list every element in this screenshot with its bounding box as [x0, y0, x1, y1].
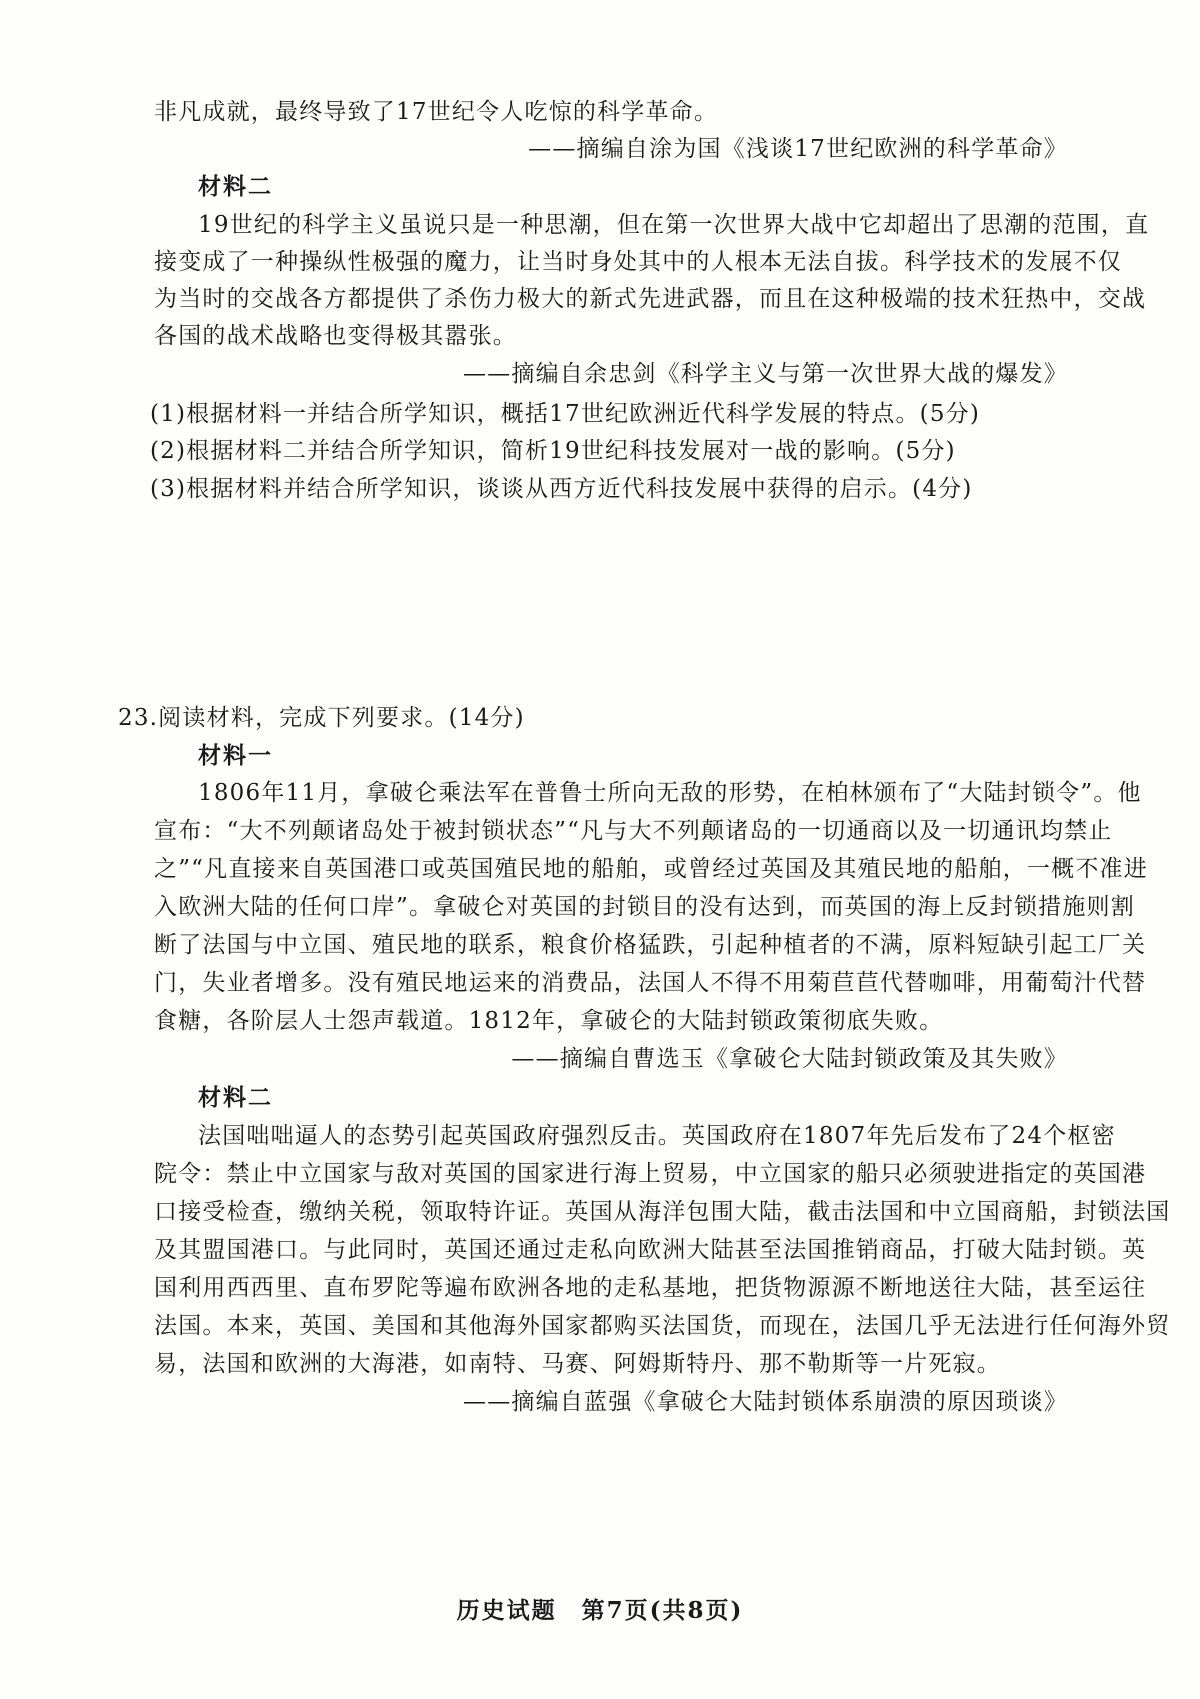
q23-material2-line: 国利用西西里、直布罗陀等遍布欧洲各地的走私基地，把货物源源不断地送往大陆，甚至运往	[154, 1275, 1147, 1301]
q22-subquestion-1: (1)根据材料一并结合所学知识，概括17世纪欧洲近代科学发展的特点。(5分)	[150, 401, 981, 427]
q22-material2-line: 为当时的交战各方都提供了杀伤力极大的新式先进武器，而且在这种极端的技术狂热中，交战	[154, 286, 1147, 312]
q23-material1-line: 断了法国与中立国、殖民地的联系，粮食价格猛跌，引起种植者的不满，原料短缺引起工厂关	[154, 932, 1147, 958]
q23-title: 23.阅读材料，完成下列要求。(14分)	[118, 705, 525, 731]
q23-material1-line: 1806年11月，拿破仑乘法军在普鲁士所向无敌的形势，在柏林颁布了“大陆封锁令”。他	[198, 780, 1142, 806]
q23-material1-line: 食糖，各阶层人士怨声载道。1812年，拿破仑的大陆封锁政策彻底失败。	[154, 1008, 944, 1034]
q23-material2-line: 口接受检查，缴纳关税，领取特许证。英国从海洋包围大陆，截击法国和中立国商船，封锁法国	[154, 1199, 1171, 1225]
q22-material2-source: ——摘编自余忠剑《科学主义与第一次世界大战的爆发》	[463, 361, 1068, 387]
q23-material2-source: ——摘编自蓝强《拿破仑大陆封锁体系崩溃的原因琐谈》	[463, 1389, 1068, 1415]
q23-material2-heading: 材料二	[198, 1084, 273, 1111]
q23-material1-line: 宣布：“大不列颠诸岛处于被封锁状态”“凡与大不列颠诸岛的一切通商以及一切通讯均禁止	[154, 818, 1113, 844]
q23-material2-line: 法国。本来，英国、美国和其他海外国家都购买法国货，而现在，法国几乎无法进行任何海外贸	[154, 1313, 1171, 1339]
page-footer: 历史试题 第7页(共8页)	[456, 1597, 744, 1624]
q23-material2-line: 及其盟国港口。与此同时，英国还通过走私向欧洲大陆甚至法国推销商品，打破大陆封锁。英	[154, 1237, 1147, 1263]
q23-material1-line: 入欧洲大陆的任何口岸”。拿破仑对英国的封锁目的没有达到，而英国的海上反封锁措施则割	[154, 894, 1135, 920]
q23-material1-heading: 材料一	[198, 742, 273, 769]
q23-material1-line: 之”“凡直接来自英国港口或英国殖民地的船舶，或曾经过英国及其殖民地的船舶，一概不准进	[154, 856, 1148, 882]
answer-blank-space	[150, 560, 1050, 720]
material1-source: ——摘编自涂为国《浅谈17世纪欧洲的科学革命》	[528, 136, 1068, 162]
q22-material2-line: 19世纪的科学主义虽说只是一种思潮，但在第一次世界大战中它却超出了思潮的范围，直	[198, 212, 1150, 238]
q23-material2-line: 法国咄咄逼人的态势引起英国政府强烈反击。英国政府在1807年先后发布了24个枢密	[198, 1123, 1116, 1149]
q22-material2-line: 接变成了一种操纵性极强的魔力，让当时身处其中的人根本无法自拔。科学技术的发展不仅	[154, 249, 1122, 275]
material1-tail-line: 非凡成就，最终导致了17世纪令人吃惊的科学革命。	[154, 99, 719, 125]
q23-material1-source: ——摘编自曹选玉《拿破仑大陆封锁政策及其失败》	[511, 1046, 1068, 1072]
q23-material2-line: 易，法国和欧洲的大海港，如南特、马赛、阿姆斯特丹、那不勒斯等一片死寂。	[154, 1351, 1001, 1377]
q23-material1-line: 门，失业者增多。没有殖民地运来的消费品，法国人不得不用菊苣苣代替咖啡，用葡萄汁代替	[154, 970, 1147, 996]
q23-material2-line: 院令：禁止中立国家与敌对英国的国家进行海上贸易，中立国家的船只必须驶进指定的英国港	[154, 1161, 1147, 1187]
q22-material2-line: 各国的战术战略也变得极其嚣张。	[154, 323, 517, 349]
q22-material2-heading: 材料二	[198, 173, 273, 200]
q22-subquestion-2: (2)根据材料二并结合所学知识，简析19世纪科技发展对一战的影响。(5分)	[150, 438, 956, 464]
q22-subquestion-3: (3)根据材料并结合所学知识，谈谈从西方近代科技发展中获得的启示。(4分)	[150, 476, 973, 502]
